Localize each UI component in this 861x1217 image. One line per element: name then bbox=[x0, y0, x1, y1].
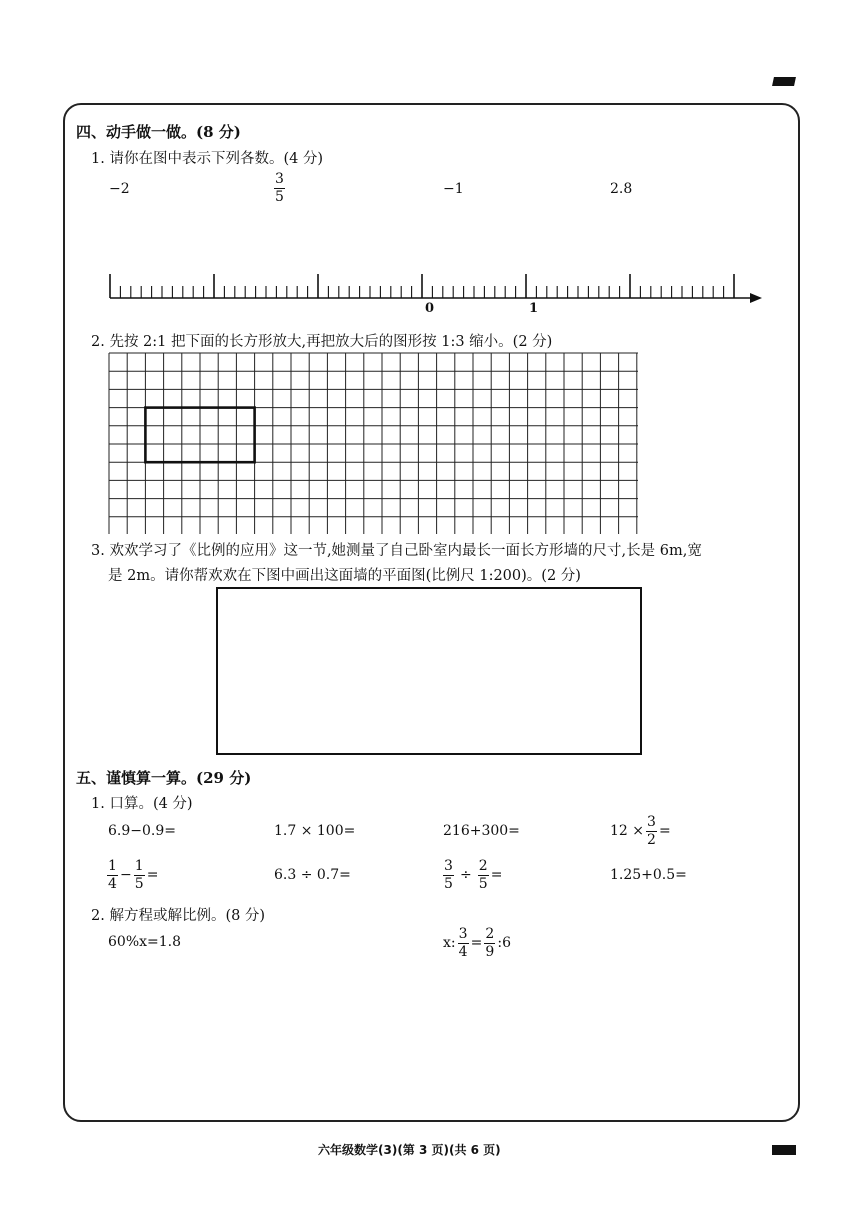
square-grid[interactable] bbox=[108, 352, 638, 534]
number-line-arrow bbox=[750, 293, 762, 303]
wall-drawing-box[interactable] bbox=[216, 587, 642, 755]
oral-calc-1: 6.9−0.9= bbox=[108, 823, 176, 839]
number-line[interactable] bbox=[100, 262, 770, 322]
oral-calc-4: 12 × $\frac{3}{2}$ = bbox=[610, 814, 671, 848]
oral-calc-2: 1.7 × 100= bbox=[274, 823, 356, 839]
axis-label-0: 0 bbox=[425, 301, 435, 316]
proportion-1: x: $\frac{3}{4}$ = $\frac{2}{9}$ :6 bbox=[443, 926, 511, 960]
equation-1: 60%x=1.8 bbox=[108, 934, 182, 950]
section-5-heading: 五、谨慎算一算。(29 分) bbox=[76, 769, 252, 787]
question-4-2-prompt: 2. 先按 2:1 把下面的长方形放大,再把放大后的图形按 1:3 缩小。(2 分) bbox=[91, 334, 553, 350]
question-5-1-prompt: 1. 口算。(4 分) bbox=[91, 796, 193, 812]
question-4-3-prompt-line1: 3. 欢欢学习了《比例的应用》这一节,她测量了自己卧室内最长一面长方形墙的尺寸,长是 6m,宽 bbox=[91, 543, 702, 559]
page-footer: 六年级数学(3)(第 3 页)(共 6 页) bbox=[318, 1143, 501, 1157]
number-neg-2: −2 bbox=[109, 181, 130, 197]
number-neg-1: −1 bbox=[443, 181, 464, 197]
section-4-heading: 四、动手做一做。(8 分) bbox=[76, 123, 241, 141]
question-4-1-prompt: 1. 请你在图中表示下列各数。(4 分) bbox=[91, 151, 324, 167]
oral-calc-5: $\frac{1}{4}$ − $\frac{1}{5}$ = bbox=[108, 858, 159, 892]
oral-calc-7: $\frac{3}{5}$ ÷ $\frac{2}{5}$ = bbox=[444, 858, 503, 892]
corner-scan-mark bbox=[772, 77, 796, 86]
number-2-8: 2.8 bbox=[610, 181, 633, 197]
axis-label-1: 1 bbox=[529, 301, 539, 316]
oral-calc-6: 6.3 ÷ 0.7= bbox=[274, 867, 351, 883]
question-4-3-prompt-line2: 是 2m。请你帮欢欢在下图中画出这面墙的平面图(比例尺 1:200)。(2 分) bbox=[108, 568, 581, 584]
footer-scan-mark bbox=[772, 1145, 796, 1155]
number-fraction-3-5: $\frac{3}{5}$ bbox=[275, 171, 284, 205]
oral-calc-8: 1.25+0.5= bbox=[610, 867, 687, 883]
oral-calc-3: 216+300= bbox=[443, 823, 520, 839]
question-5-2-prompt: 2. 解方程或解比例。(8 分) bbox=[91, 908, 266, 924]
